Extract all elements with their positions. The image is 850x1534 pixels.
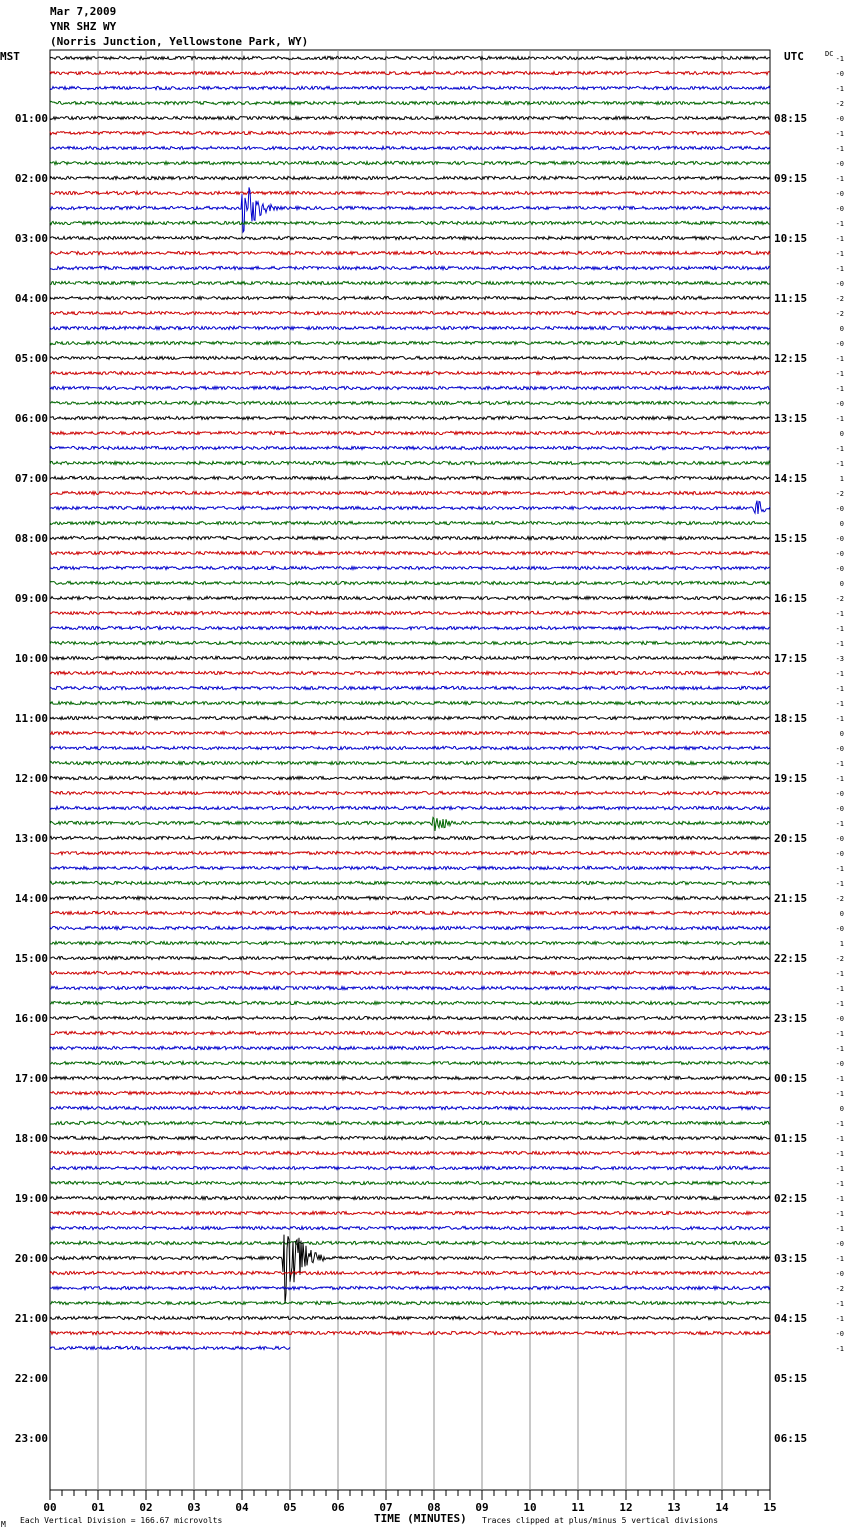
dc-offset-label: -0	[835, 505, 844, 513]
seismic-trace	[50, 641, 770, 644]
seismic-trace	[50, 551, 770, 554]
dc-offset-label: 1	[839, 475, 844, 483]
seismic-trace	[50, 1121, 770, 1124]
seismic-trace	[50, 1151, 770, 1154]
utc-hour-label: 15:15	[774, 532, 808, 545]
x-tick-label: 13	[667, 1501, 681, 1514]
dc-offset-label: 0	[839, 730, 844, 738]
seismic-trace	[50, 1301, 770, 1304]
grid-layer	[50, 50, 770, 1500]
dc-offset-label: -1	[835, 880, 844, 888]
utc-hour-label: 23:15	[774, 1012, 808, 1025]
seismic-trace	[50, 1196, 770, 1199]
seismic-trace	[50, 131, 770, 134]
seismic-trace	[50, 1316, 770, 1319]
seismic-trace	[50, 1271, 770, 1274]
dc-offset-label: -1	[835, 685, 844, 693]
seismic-trace	[50, 536, 770, 539]
dc-offset-label: -1	[835, 355, 844, 363]
dc-offset-label: -0	[835, 535, 844, 543]
utc-hour-label: 16:15	[774, 592, 808, 605]
seismic-trace	[50, 866, 770, 869]
mst-hour-label: 16:00	[14, 1012, 48, 1025]
seismic-trace	[50, 431, 770, 434]
mst-hour-label: 14:00	[14, 892, 48, 905]
dc-offset-label: -1	[835, 865, 844, 873]
x-tick-label: 07	[379, 1501, 393, 1514]
utc-hour-label: 01:15	[774, 1132, 808, 1145]
dc-offset-label: -3	[835, 655, 844, 663]
seismic-trace	[50, 501, 770, 514]
x-tick-label: 09	[475, 1501, 489, 1514]
seismic-trace	[50, 71, 770, 74]
seismic-trace	[50, 566, 770, 569]
dc-offset-label: -0	[835, 1060, 844, 1068]
dc-offset-label: -1	[835, 220, 844, 228]
mst-hour-label: 04:00	[14, 292, 48, 305]
dc-offset-label: -2	[835, 895, 844, 903]
seismic-trace	[50, 671, 770, 674]
dc-offset-label: -1	[835, 250, 844, 258]
dc-offset-label: -1	[835, 715, 844, 723]
dc-offset-label: -1	[835, 85, 844, 93]
dc-offset-label: -0	[835, 1240, 844, 1248]
seismic-trace	[50, 476, 770, 479]
seismic-trace	[50, 236, 770, 239]
label-layer	[0, 50, 844, 1529]
utc-hour-label: 18:15	[774, 712, 808, 725]
dc-offset-label: -2	[835, 595, 844, 603]
seismic-trace	[50, 716, 770, 719]
dc-offset-label: -0	[835, 1015, 844, 1023]
seismic-trace	[50, 731, 770, 734]
seismic-trace	[50, 1286, 770, 1289]
dc-offset-label: -1	[835, 1345, 844, 1353]
x-tick-label: 12	[619, 1501, 633, 1514]
dc-offset-label: 0	[839, 580, 844, 588]
dc-offset-label: -1	[835, 985, 844, 993]
utc-hour-label: 08:15	[774, 112, 808, 125]
utc-hour-label: 19:15	[774, 772, 808, 785]
seismic-trace	[50, 341, 770, 344]
header-location: (Norris Junction, Yellowstone Park, WY)	[50, 35, 309, 48]
dc-offset-label: -1	[835, 235, 844, 243]
seismic-trace	[50, 896, 770, 899]
seismic-trace	[50, 776, 770, 779]
seismic-trace	[50, 1346, 290, 1349]
dc-offset-label: -0	[835, 340, 844, 348]
seismic-trace	[50, 311, 770, 314]
x-tick-label: 00	[43, 1501, 57, 1514]
seismic-trace	[50, 611, 770, 614]
scale-note: Each Vertical Division = 166.67 microvolts	[20, 1516, 223, 1525]
mst-hour-label: 22:00	[14, 1372, 48, 1385]
dc-offset-label: -1	[835, 1150, 844, 1158]
dc-offset-label: -0	[835, 70, 844, 78]
dc-offset-label: -1	[835, 130, 844, 138]
seismic-trace	[50, 86, 770, 89]
seismic-trace	[50, 266, 770, 269]
dc-offset-label: 1	[839, 940, 844, 948]
dc-offset-label: -0	[835, 925, 844, 933]
mst-hour-label: 05:00	[14, 352, 48, 365]
dc-offset-label: -1	[835, 55, 844, 63]
dc-offset-label: -1	[835, 1090, 844, 1098]
utc-zone-label: UTC	[784, 50, 804, 63]
dc-offset-label: -0	[835, 790, 844, 798]
dc-offset-label: -2	[835, 1285, 844, 1293]
dc-offset-label: -0	[835, 190, 844, 198]
mst-hour-label: 17:00	[14, 1072, 48, 1085]
dc-offset-label: -1	[835, 415, 844, 423]
seismic-trace	[50, 1235, 770, 1304]
utc-hour-label: 14:15	[774, 472, 808, 485]
seismic-trace	[50, 1076, 770, 1079]
dc-label: DC	[825, 50, 834, 58]
seismic-trace	[50, 1106, 770, 1109]
mst-hour-label: 21:00	[14, 1312, 48, 1325]
clip-note: Traces clipped at plus/minus 5 vertical divisions	[482, 1516, 719, 1525]
seismic-trace	[50, 806, 770, 809]
dc-offset-label: -2	[835, 490, 844, 498]
dc-offset-label: -1	[835, 1300, 844, 1308]
mst-zone-label: MST	[0, 50, 20, 63]
utc-hour-label: 06:15	[774, 1432, 808, 1445]
dc-offset-label: -1	[835, 640, 844, 648]
seismic-trace	[50, 1046, 770, 1049]
seismic-trace	[50, 761, 770, 764]
mst-hour-label: 09:00	[14, 592, 48, 605]
dc-offset-label: -0	[835, 745, 844, 753]
utc-hour-label: 11:15	[774, 292, 808, 305]
seismic-trace	[50, 911, 770, 914]
dc-offset-label: -1	[835, 265, 844, 273]
seismic-trace	[50, 836, 770, 839]
dc-offset-label: -1	[835, 145, 844, 153]
seismic-trace	[50, 1016, 770, 1019]
seismic-trace	[50, 191, 770, 194]
seismic-trace	[50, 1241, 770, 1244]
seismic-trace	[50, 356, 770, 359]
seismic-trace	[50, 1331, 770, 1334]
dc-offset-label: -1	[835, 820, 844, 828]
dc-offset-label: -1	[835, 1135, 844, 1143]
dc-offset-label: -0	[835, 1330, 844, 1338]
seismic-trace	[50, 416, 770, 419]
mst-hour-label: 13:00	[14, 832, 48, 845]
mst-hour-label: 18:00	[14, 1132, 48, 1145]
seismic-trace	[50, 1211, 770, 1214]
utc-hour-label: 21:15	[774, 892, 808, 905]
x-tick-label: 14	[715, 1501, 729, 1514]
utc-hour-label: 13:15	[774, 412, 808, 425]
seismic-trace	[50, 986, 770, 989]
dc-offset-label: -0	[835, 280, 844, 288]
seismic-trace	[50, 1031, 770, 1034]
mst-hour-label: 08:00	[14, 532, 48, 545]
dc-offset-label: -0	[835, 835, 844, 843]
corner-mark: M	[1, 1520, 6, 1529]
seismic-trace	[50, 956, 770, 959]
x-tick-label: 10	[523, 1501, 537, 1514]
dc-offset-label: -1	[835, 460, 844, 468]
dc-offset-label: -0	[835, 115, 844, 123]
header-station: YNR SHZ WY	[50, 20, 117, 33]
seismic-trace	[50, 1061, 770, 1064]
utc-hour-label: 22:15	[774, 952, 808, 965]
seismic-trace	[50, 851, 770, 854]
utc-hour-label: 04:15	[774, 1312, 808, 1325]
header-date: Mar 7,2009	[50, 5, 117, 18]
dc-offset-label: -2	[835, 955, 844, 963]
dc-offset-label: -1	[835, 1075, 844, 1083]
x-tick-label: 01	[91, 1501, 105, 1514]
dc-offset-label: -1	[835, 775, 844, 783]
seismic-trace	[50, 926, 770, 929]
utc-hour-label: 03:15	[774, 1252, 808, 1265]
mst-hour-label: 12:00	[14, 772, 48, 785]
seismic-trace	[50, 521, 770, 524]
seismic-trace	[50, 941, 770, 944]
dc-offset-label: -1	[835, 1195, 844, 1203]
seismic-trace	[50, 101, 770, 104]
utc-hour-label: 10:15	[774, 232, 808, 245]
seismic-trace	[50, 1226, 770, 1229]
dc-offset-label: -1	[835, 1165, 844, 1173]
seismic-trace	[50, 326, 770, 329]
mst-hour-label: 11:00	[14, 712, 48, 725]
seismic-trace	[50, 386, 770, 389]
seismic-trace	[50, 401, 770, 404]
dc-offset-label: -0	[835, 565, 844, 573]
dc-offset-label: -0	[835, 160, 844, 168]
dc-offset-label: -0	[835, 805, 844, 813]
seismic-trace	[50, 461, 770, 464]
dc-offset-label: -1	[835, 760, 844, 768]
mst-hour-label: 20:00	[14, 1252, 48, 1265]
mst-hour-label: 06:00	[14, 412, 48, 425]
dc-offset-label: -0	[835, 205, 844, 213]
dc-offset-label: 0	[839, 520, 844, 528]
dc-offset-label: -1	[835, 385, 844, 393]
x-tick-label: 11	[571, 1501, 585, 1514]
dc-offset-label: -1	[835, 1225, 844, 1233]
x-tick-label: 08	[427, 1501, 441, 1514]
utc-hour-label: 20:15	[774, 832, 808, 845]
seismic-trace	[50, 701, 770, 704]
seismic-trace	[50, 176, 770, 179]
seismic-trace	[50, 56, 770, 59]
dc-offset-label: 0	[839, 910, 844, 918]
x-tick-label: 04	[235, 1501, 249, 1514]
dc-offset-label: -1	[835, 175, 844, 183]
seismic-trace	[50, 161, 770, 164]
mst-hour-label: 03:00	[14, 232, 48, 245]
dc-offset-label: -1	[835, 1120, 844, 1128]
utc-hour-label: 17:15	[774, 652, 808, 665]
dc-offset-label: -2	[835, 295, 844, 303]
dc-offset-label: -0	[835, 850, 844, 858]
utc-hour-label: 12:15	[774, 352, 808, 365]
dc-offset-label: -1	[835, 1255, 844, 1263]
dc-offset-label: -1	[835, 370, 844, 378]
seismic-trace	[50, 881, 770, 884]
utc-hour-label: 00:15	[774, 1072, 808, 1085]
dc-offset-label: -1	[835, 1000, 844, 1008]
dc-offset-label: 0	[839, 1105, 844, 1113]
dc-offset-label: -1	[835, 610, 844, 618]
mst-hour-label: 23:00	[14, 1432, 48, 1445]
mst-hour-label: 10:00	[14, 652, 48, 665]
x-axis-title: TIME (MINUTES)	[374, 1512, 467, 1525]
dc-offset-label: -1	[835, 1315, 844, 1323]
seismic-trace	[50, 1181, 770, 1184]
seismic-trace	[50, 116, 770, 119]
seismic-trace	[50, 596, 770, 599]
dc-offset-label: -1	[835, 1030, 844, 1038]
dc-offset-label: -1	[835, 970, 844, 978]
seismic-trace	[50, 1001, 770, 1004]
dc-offset-label: -1	[835, 700, 844, 708]
x-tick-label: 02	[139, 1501, 153, 1514]
seismic-trace	[50, 296, 770, 299]
trace-layer	[50, 56, 770, 1349]
seismic-trace	[50, 656, 770, 659]
dc-offset-label: -1	[835, 670, 844, 678]
dc-offset-label: -0	[835, 400, 844, 408]
seismic-trace	[50, 626, 770, 629]
dc-offset-label: -0	[835, 550, 844, 558]
dc-offset-label: 0	[839, 325, 844, 333]
utc-hour-label: 05:15	[774, 1372, 808, 1385]
dc-offset-label: -1	[835, 1180, 844, 1188]
mst-hour-label: 19:00	[14, 1192, 48, 1205]
dc-offset-label: 0	[839, 430, 844, 438]
seismic-trace	[50, 791, 770, 794]
seismic-trace	[50, 581, 770, 584]
seismic-trace	[50, 371, 770, 374]
dc-offset-label: -1	[835, 1210, 844, 1218]
seismic-trace	[50, 1091, 770, 1094]
x-tick-label: 03	[187, 1501, 201, 1514]
seismic-trace	[50, 971, 770, 974]
mst-hour-label: 15:00	[14, 952, 48, 965]
dc-offset-label: -1	[835, 625, 844, 633]
x-tick-label: 15	[763, 1501, 777, 1514]
dc-offset-label: -1	[835, 445, 844, 453]
dc-offset-label: -0	[835, 1270, 844, 1278]
seismic-trace	[50, 1136, 770, 1139]
x-tick-label: 06	[331, 1501, 345, 1514]
utc-hour-label: 02:15	[774, 1192, 808, 1205]
mst-hour-label: 01:00	[14, 112, 48, 125]
dc-offset-label: -1	[835, 1045, 844, 1053]
seismic-trace	[50, 1166, 770, 1169]
dc-offset-label: -2	[835, 100, 844, 108]
seismic-trace	[50, 446, 770, 449]
seismic-trace	[50, 146, 770, 149]
utc-hour-label: 09:15	[774, 172, 808, 185]
seismic-trace	[50, 818, 770, 832]
seismic-trace	[50, 281, 770, 284]
mst-hour-label: 02:00	[14, 172, 48, 185]
dc-offset-label: -2	[835, 310, 844, 318]
seismic-trace	[50, 251, 770, 254]
x-tick-label: 05	[283, 1501, 297, 1514]
seismic-trace	[50, 746, 770, 749]
mst-hour-label: 07:00	[14, 472, 48, 485]
seismic-trace	[50, 221, 770, 224]
seismic-trace	[50, 491, 770, 494]
seismic-trace	[50, 686, 770, 689]
